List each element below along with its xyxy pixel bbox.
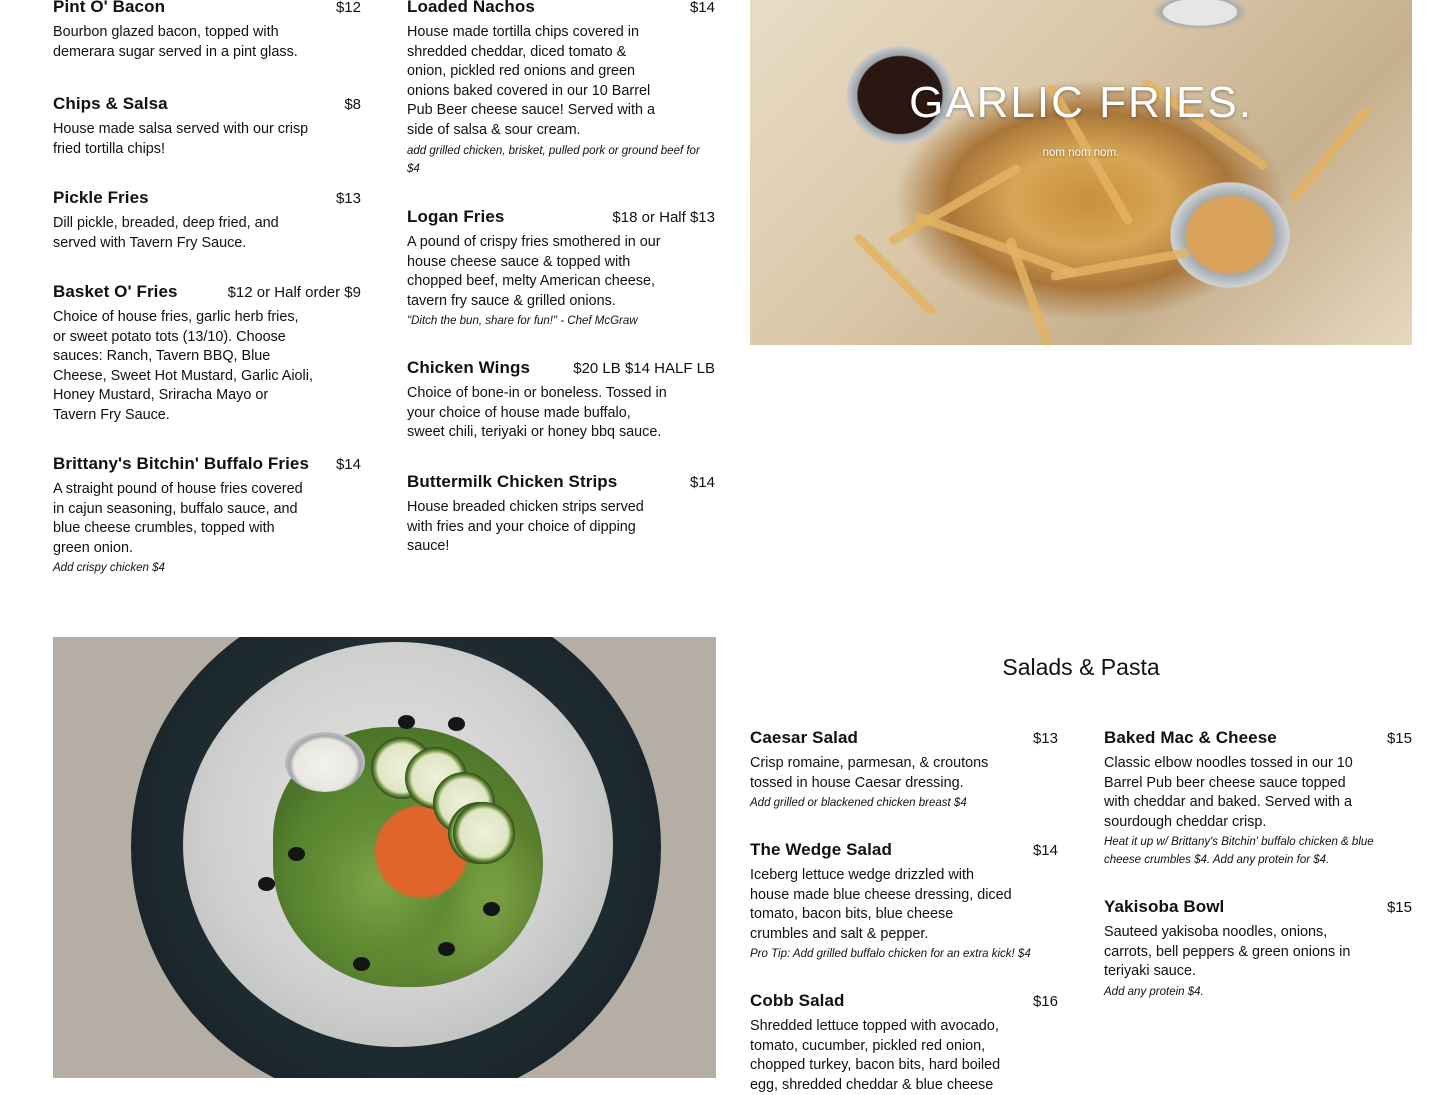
item-price: $15 <box>1386 730 1412 747</box>
item-description: Crisp romaine, parmesan, & croutons tossed in house Caesar dressing. <box>750 755 989 791</box>
item-name: Loaded Nachos <box>407 0 535 16</box>
item-note: "Ditch the bun, share for fun!" - Chef McGraw <box>407 315 638 328</box>
item-description: House made salsa served with our crisp fried tortilla chips! <box>53 121 309 157</box>
item-description: Sauteed yakisoba noodles, onions, carrots, bell peppers & green onions in teriyaki sauce. <box>1104 924 1351 980</box>
item-description: House breaded chicken strips served with fries and your choice of dipping sauce! <box>407 499 644 555</box>
menu-item <box>407 0 715 207</box>
item-note: Add any protein $4. <box>1104 985 1204 998</box>
item-note: Add crispy chicken $4 <box>53 562 165 575</box>
item-note: Heat it up w/ Brittany's Bitchin' buffalo chicken & blue cheese crumbles $4. Add any protein for $4. <box>1104 836 1374 867</box>
item-price: $13 <box>335 190 361 207</box>
item-price: $15 <box>1386 899 1412 916</box>
item-price: $13 <box>1032 730 1058 747</box>
item-name: Pint O' Bacon <box>53 0 166 16</box>
item-price: $16 <box>1032 993 1058 1010</box>
item-description: A straight pound of house fries covered in cajun seasoning, buffalo sauce, and blue cheese crumbles, topped with green onion. <box>53 481 303 556</box>
appetizers-left-column <box>53 0 361 577</box>
item-description: Choice of house fries, garlic herb fries, or sweet potato tots (13/10). Choose sauces: Ranch, Tavern BBQ, Blue Cheese, Sweet Hot Mustard, Garlic Aioli, Honey Mustard, Sriracha Mayo or Tavern Fry Sauce. <box>53 309 313 423</box>
item-description: House made tortilla chips covered in shredded cheddar, diced tomato & onion, pickled red onions and green onions baked covered in our 10 Barrel Pub Beer cheese sauce! Served with a side of salsa & sour cream. <box>407 24 655 138</box>
menu-item <box>407 472 715 557</box>
item-name: Chicken Wings <box>407 358 530 377</box>
item-name: The Wedge Salad <box>750 840 892 859</box>
item-note: Add grilled or blackened chicken breast $4 <box>750 797 967 810</box>
menu-item <box>1104 728 1412 897</box>
menu-item <box>53 188 361 282</box>
garlic-fries-photo <box>750 0 1412 345</box>
feature-title: GARLIC FRIES. <box>909 78 1253 127</box>
item-price: $12 <box>335 0 361 16</box>
salads-right-column <box>1104 728 1412 1001</box>
feature-subtitle: nom nom nom. <box>1042 147 1120 159</box>
item-name: Yakisoba Bowl <box>1104 897 1225 916</box>
item-price: $14 <box>689 0 715 16</box>
item-price: $14 <box>335 456 361 473</box>
menu-item <box>407 358 715 472</box>
menu-item <box>53 454 361 577</box>
menu-item <box>750 840 1058 991</box>
item-name: Cobb Salad <box>750 991 845 1010</box>
section-heading: Salads & Pasta <box>1002 654 1160 680</box>
menu-item <box>53 94 361 188</box>
menu-item <box>750 728 1058 840</box>
appetizers-middle-column <box>407 0 715 557</box>
menu-item <box>53 0 361 94</box>
salads-left-column <box>750 728 1058 1095</box>
item-name: Pickle Fries <box>53 188 149 207</box>
item-description: Iceberg lettuce wedge drizzled with house made blue cheese dressing, diced tomato, bacon bits, blue cheese crumbles and salt & pepper. <box>750 867 1012 942</box>
item-price: $14 <box>1032 842 1058 859</box>
item-name: Chips & Salsa <box>53 94 168 113</box>
item-name: Brittany's Bitchin' Buffalo Fries <box>53 454 310 473</box>
item-price: $14 <box>689 474 715 491</box>
item-description: Dill pickle, breaded, deep fried, and served with Tavern Fry Sauce. <box>53 215 279 251</box>
item-price: $18 or Half $13 <box>612 209 715 226</box>
item-price: $12 or Half order $9 <box>227 284 361 301</box>
item-price: $20 LB $14 HALF LB <box>573 360 715 377</box>
salad-photo <box>53 637 716 1078</box>
item-note: Pro Tip: Add grilled buffalo chicken for an extra kick! $4 <box>750 948 1031 961</box>
item-name: Basket O' Fries <box>53 282 178 301</box>
menu-item <box>407 207 715 358</box>
item-name: Buttermilk Chicken Strips <box>407 472 618 491</box>
item-price: $8 <box>344 96 361 113</box>
menu-item <box>750 991 1058 1095</box>
item-description: Bourbon glazed bacon, topped with demerara sugar served in a pint glass. <box>53 24 298 60</box>
menu-item <box>1104 897 1412 1001</box>
item-name: Logan Fries <box>407 207 505 226</box>
item-name: Caesar Salad <box>750 728 858 747</box>
item-note: add grilled chicken, brisket, pulled pork or ground beef for $4 <box>407 144 700 175</box>
item-description: Shredded lettuce topped with avocado, tomato, cucumber, pickled red onion, chopped turkey, bacon bits, hard boiled egg, shredded cheddar & blue cheese <box>750 1018 1001 1093</box>
item-description: Classic elbow noodles tossed in our 10 Barrel Pub beer cheese sauce topped with cheddar and baked. Served with a sourdough cheddar crisp. <box>1104 755 1353 830</box>
item-description: Choice of bone-in or boneless. Tossed in your choice of house made buffalo, sweet chili, teriyaki or honey bbq sauce. <box>407 385 667 441</box>
item-description: A pound of crispy fries smothered in our house cheese sauce & topped with chopped beef, melty American cheese, tavern fry sauce & grilled onions. <box>407 234 661 309</box>
item-name: Baked Mac & Cheese <box>1104 728 1277 747</box>
menu-item <box>53 282 361 454</box>
